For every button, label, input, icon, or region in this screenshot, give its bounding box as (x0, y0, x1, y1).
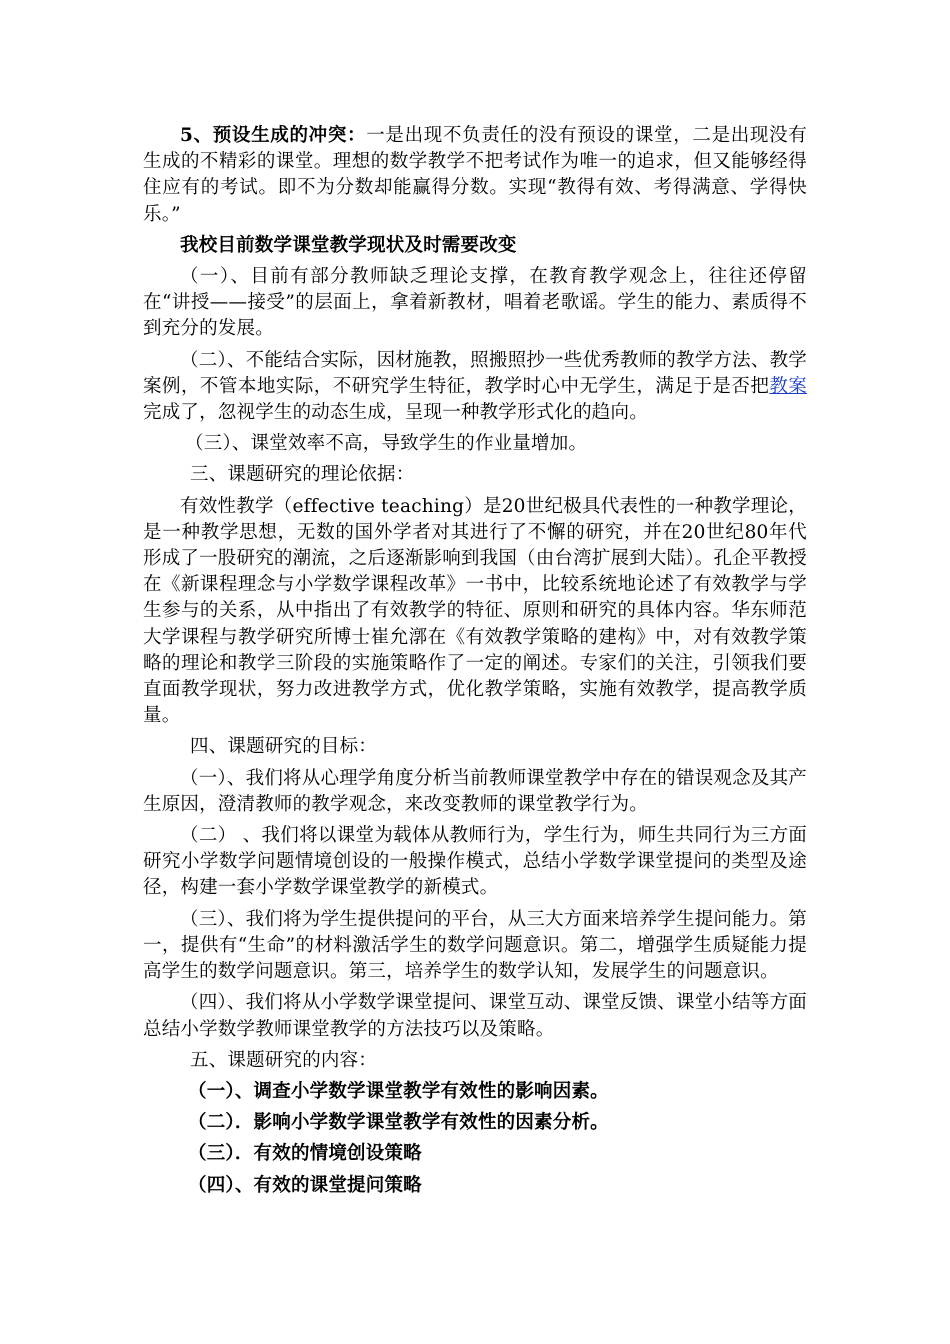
status-paragraph-1: （一）、目前有部分教师缺乏理论支撑，在教育教学观念上，往往还停留在“讲授——接受”的层面上，拿着新教材，唱着老歌谣。学生的能力、素质得不到充分的发展。 (143, 266, 807, 340)
section5-paragraph (143, 123, 807, 228)
status-p2-after: 完成了，忽视学生的动态生成，呈现一种教学形式化的趋向。 (143, 402, 648, 424)
contents-item-4: （四）、有效的课堂提问策略 (188, 1174, 422, 1196)
section5-body: 一是出现不负责任的没有预设的课堂，二是出现没有生成的不精彩的课堂。理想的数学教学不把考试作为唯一的追求，但又能够经得住应有的考试。即不为分数却能赢得分数。实现“教得有效、考得满意、学得快乐。” (143, 125, 808, 225)
status-heading: 我校目前数学课堂教学现状及时需要改变 (180, 234, 517, 256)
lesson-plan-link[interactable]: 教案 (769, 375, 807, 397)
theory-paragraph: 有效性教学（effective teaching）是20世纪极具代表性的一种教学理论，是一种教学思想，无数的国外学者对其进行了不懈的研究，并在20世纪80年代形成了一股研究的潮流，之后逐渐影响到我国（由台湾扩展到大陆）。孔企平教授在《新课程理念与小学数学课程改革》一书中，比较系统地论述了有效教学与学生参与的关系，从中指出了有效教学的特征、原则和研究的具体内容。华东师范大学课程与教学研究所博士崔允漷在《有效教学策略的建构》中，对有效教学策略的理论和教学三阶段的实施策略作了一定的阐述。专家们的关注，引领我们要直面教学现状，努力改进教学方式，优化教学策略，实施有效教学，提高教学质量。 (143, 495, 807, 727)
status-paragraph-2 (143, 348, 807, 427)
goals-paragraph-4: （四）、我们将从小学数学课堂提问、课堂互动、课堂反馈、课堂小结等方面总结小学数学教师课堂教学的方法技巧以及策略。 (143, 992, 807, 1040)
contents-heading: 五、课题研究的内容： (190, 1049, 378, 1071)
status-p2-before: （二）、不能结合实际，因材施教，照搬照抄一些优秀教师的教学方法、教学案例，不管本地实际，不研究学生特征，教学时心中无学生，满足于是否把 (143, 349, 807, 397)
section5-title: 5、预设生成的冲突： (180, 125, 367, 146)
contents-item-1: （一）、调查小学数学课堂教学有效性的影响因素。 (188, 1080, 609, 1102)
theory-heading: 三、课题研究的理论依据： (190, 464, 415, 486)
document-content (143, 123, 807, 1199)
contents-item-3: （三）．有效的情境创设策略 (188, 1143, 422, 1165)
contents-item-2: （二）．影响小学数学课堂教学有效性的因素分析。 (188, 1112, 609, 1134)
goals-paragraph-1: （一）、我们将从心理学角度分析当前教师课堂教学中存在的错误观念及其产生原因，澄清教师的教学观念，来改变教师的课堂教学行为。 (143, 767, 807, 815)
status-paragraph-3: （三）、课堂效率不高，导致学生的作业量增加。 (185, 433, 588, 455)
goals-paragraph-2: （二） 、我们将以课堂为载体从教师行为，学生行为，师生共同行为三方面研究小学数学问题情境创设的一般操作模式，总结小学数学课堂提问的类型及途径，构建一套小学数学课堂教学的新模式。 (143, 825, 807, 899)
goals-heading: 四、课题研究的目标： (190, 736, 378, 758)
goals-paragraph-3: （三）、我们将为学生提供提问的平台，从三大方面来培养学生提问能力。第一，提供有“生命”的材料激活学生的数学问题意识。第二，增强学生质疑能力提高学生的数学问题意识。第三，培养学生的数学认知，发展学生的问题意识。 (143, 908, 807, 983)
